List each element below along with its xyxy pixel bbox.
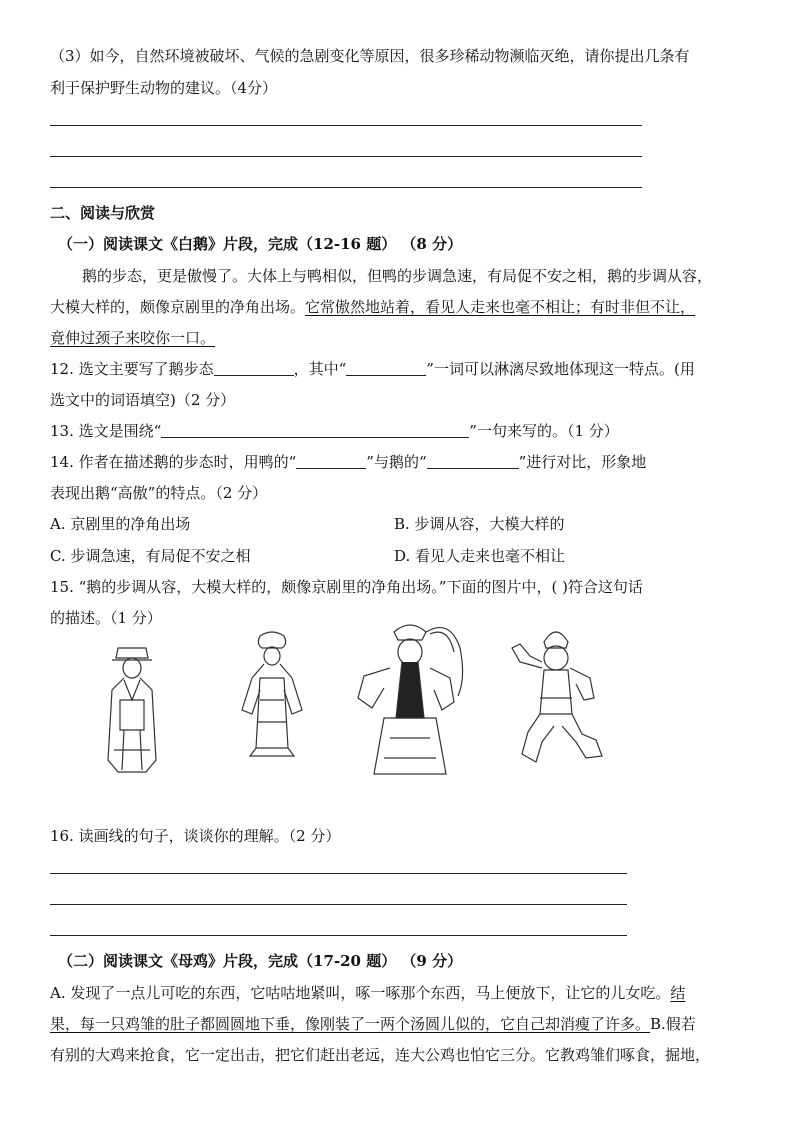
q12-line2: 选文中的词语填空)（2 分） (50, 391, 236, 409)
q13-text-a: 13. 选文是围绕“ (50, 422, 162, 440)
q14-blank-1[interactable] (296, 454, 366, 469)
part2-line1-underlined: 结 (670, 984, 686, 1002)
answer-line-5[interactable] (50, 904, 627, 905)
passage-underlined-a: 它常傲然地站着，看见人走来也毫不相让；有时非但不让， (305, 298, 696, 316)
q12-blank-2[interactable] (346, 361, 426, 376)
part1-title: （一）阅读课文《白鹅》片段，完成（12-16 题） （8 分） (58, 235, 463, 253)
part2-line2-plain: B.假若 (650, 1015, 696, 1033)
passage-line2-plain: 大模大样的，颇像京剧里的净角出场。 (50, 298, 306, 316)
answer-line-2[interactable] (50, 156, 642, 157)
q12-blank-1[interactable] (214, 361, 294, 376)
q14-blank-2[interactable] (427, 454, 519, 469)
q14-text-c: ”进行对比，形象地 (518, 453, 647, 471)
q14-option-b[interactable]: B. 步调从容，大模大样的 (394, 515, 565, 533)
answer-line-1[interactable] (50, 125, 642, 126)
passage-line1: 鹅的步态，更是傲慢了。大体上与鸭相似，但鸭的步调急速，有局促不安之相，鹅的步调从容， (82, 267, 713, 285)
q16-line: 16. 读画线的句子，谈谈你的理解。（2 分） (50, 827, 341, 845)
answer-line-6[interactable] (50, 935, 627, 936)
q14-option-c[interactable]: C. 步调急速，有局促不安之相 (50, 547, 251, 565)
q14-option-a[interactable]: A. 京剧里的净角出场 (50, 515, 191, 533)
q13-blank[interactable] (161, 423, 469, 438)
answer-line-4[interactable] (50, 873, 627, 874)
q12-text-a: 12. 选文主要写了鹅步态 (50, 360, 214, 378)
q13-line (50, 421, 619, 441)
section-title: 二、阅读与欣赏 (50, 204, 156, 222)
q12-line1 (50, 359, 695, 379)
q14-line2: 表现出鹅“高傲”的特点。（2 分） (50, 484, 268, 502)
q14-option-d[interactable]: D. 看见人走来也毫不相让 (394, 547, 566, 565)
part2-title: （二）阅读课文《母鸡》片段，完成（17-20 题） （9 分） (58, 952, 463, 970)
passage-line2 (50, 297, 695, 317)
part2-line1-plain: A. 发现了一点儿可吃的东西，它咕咕地紧叫，啄一啄那个东西，马上便放下，让它的儿女吃。 (50, 984, 671, 1002)
part2-line3: 有别的大鸡来抢食，它一定出击，把它们赶出老远，连大公鸡也怕它三分。它教鸡雏们啄食，掘地， (50, 1046, 711, 1064)
q15-line2: 的描述。（1 分） (50, 609, 162, 627)
q14-text-b: ”与鹅的“ (366, 453, 427, 471)
part2-line1 (50, 983, 685, 1003)
answer-line-3[interactable] (50, 187, 642, 188)
opera-figure-clown-image[interactable] (506, 622, 610, 772)
q12-text-c: ”一词可以淋漓尽致地体现这一特点。(用 (426, 360, 695, 378)
opera-figure-scholar-image[interactable] (94, 640, 170, 780)
part2-line2 (50, 1014, 696, 1034)
part2-line2-underlined: 果，每一只鸡雏的肚子都圆圆地下垂，像刚装了一两个汤圆儿似的，它自己却消瘦了许多。 (50, 1015, 651, 1033)
q3-line2: 利于保护野生动物的建议。（4分） (50, 79, 278, 97)
q14-text-a: 14. 作者在描述鹅的步态时，用鸭的“ (50, 453, 297, 471)
q15-line1: 15. “鹅的步调从容，大模大样的，颇像京剧里的净角出场。”下面的图片中，( )符合这句话 (50, 578, 643, 596)
opera-figure-painted-face-image[interactable] (350, 618, 470, 782)
q13-text-b: ”一句来写的。（1 分） (469, 422, 619, 440)
q3-line1: （3）如今，自然环境被破坏、气候的急剧变化等原因，很多珍稀动物濒临灭绝，请你提出几条有 (50, 47, 690, 65)
q14-line1 (50, 452, 646, 472)
opera-figure-lady-image[interactable] (230, 630, 314, 760)
passage-underlined-b: 竟伸过颈子来咬你一口。 (50, 329, 216, 347)
q12-text-b: ，其中“ (293, 360, 347, 378)
